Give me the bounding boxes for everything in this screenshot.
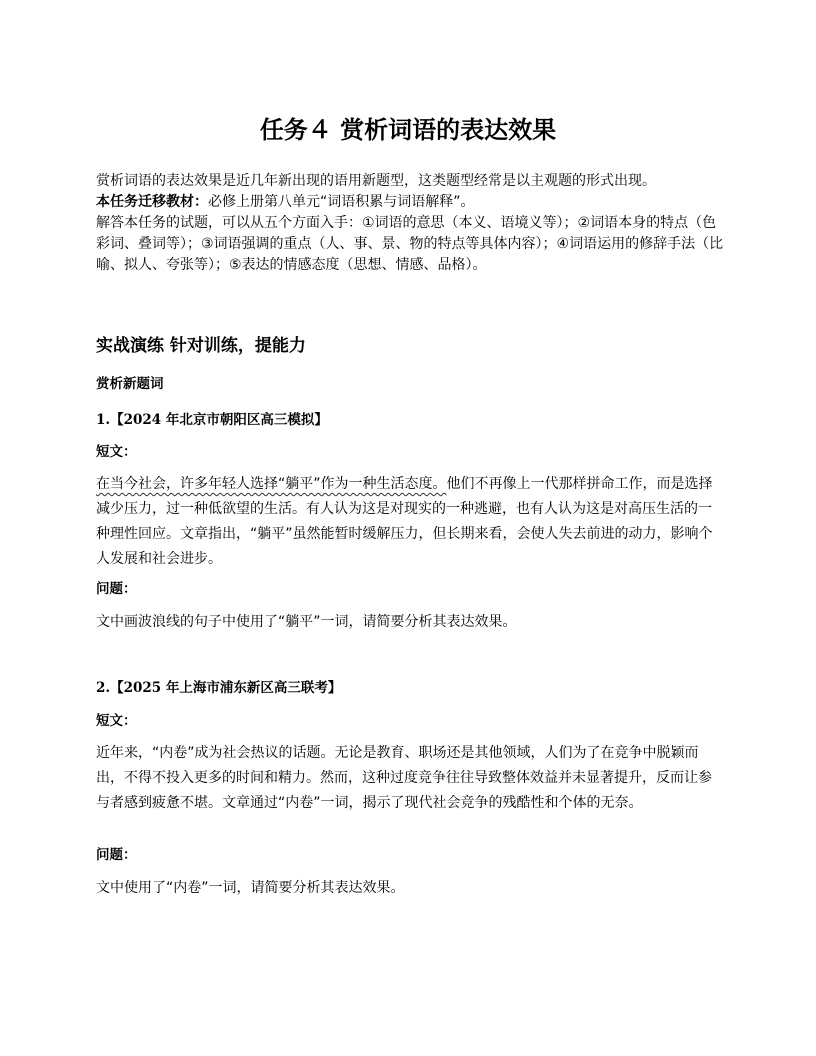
question-1-passage-label: 短文：	[96, 444, 137, 460]
question-2-title: 2.【2025 年上海市浦东新区高三联考】	[96, 680, 342, 696]
question-2-passage: 近年来，“内卷”成为社会热议的话题。无论是教育、职场还是其他领域，人们为了在竞争中脱颖而出，不得不投入更多的时间和精力。然而，这种过度竞争往往导致整体效益并未显著提升，反而让参与者感到疲惫不堪。文章通过“内卷”一词，揭示了现代社会竞争的残酷性和个体的无奈。	[96, 745, 712, 811]
question-2-question: 文中使用了“内卷”一词，请简要分析其表达效果。	[96, 880, 405, 896]
question-1-passage-rest: 他们不再像上一代那样拼命工作，而是选择减少压力，过一种低欲望的生活。有人认为这是对现实的一种逃避，也有人认为这是对高压生活的一种理性回应。文章指出，“躺平”虽然能暂时缓解压力，但长期来看，会使人失去前进的动力，影响个人发展和社会进步。	[96, 476, 713, 567]
intro-block	[96, 171, 724, 276]
section-subheading: 赏析新题词	[96, 376, 164, 392]
page-title: 任务４ 赏析词语的表达效果	[259, 115, 557, 144]
material-text: 必修上册第八单元“词语积累与词语解释”。	[208, 194, 475, 210]
question-1-passage	[96, 472, 724, 572]
intro-line: 赏析词语的表达效果是近几年新出现的语用新题型，这类题型经常是以主观题的形式出现。	[96, 173, 656, 189]
question-1-question: 文中画波浪线的句子中使用了“躺平”一词，请简要分析其表达效果。	[96, 614, 517, 630]
wavy-underlined-sentence: 在当今社会，许多年轻人选择“躺平”作为一种生活态度。	[96, 476, 447, 492]
question-2-passage-label: 短文：	[96, 713, 137, 729]
method-text: 解答本任务的试题，可以从五个方面入手：①词语的意思（本义、语境义等）；②词语本身的特点（色彩词、叠词等）；③词语强调的重点（人、事、景、物的特点等具体内容）；④词语运用的修辞手法（比喻、拟人、夸张等）；⑤表达的情感态度（思想、情感、品格）。	[96, 215, 724, 273]
material-label: 本任务迁移教材：	[96, 194, 208, 210]
section-heading: 实战演练 针对训练，提能力	[96, 336, 306, 356]
question-1-question-label: 问题：	[96, 581, 137, 597]
material-line	[96, 192, 724, 213]
question-2-question-label: 问题：	[96, 847, 137, 863]
question-1-title: 1.【2024 年北京市朝阳区高三模拟】	[96, 412, 328, 428]
